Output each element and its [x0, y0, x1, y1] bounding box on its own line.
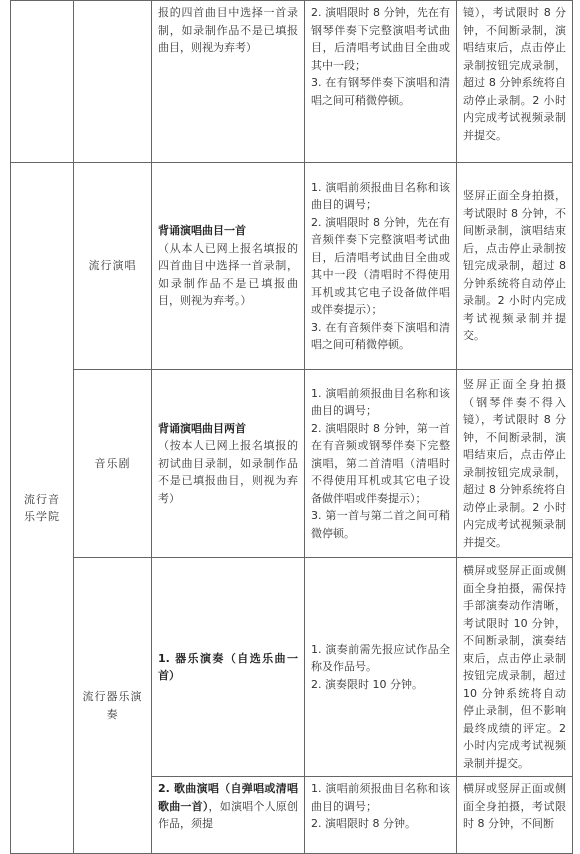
recording-cell — [457, 163, 573, 370]
recording-cell — [457, 370, 573, 558]
subject-cell-empty — [74, 1, 152, 163]
content-cell — [152, 163, 305, 370]
content-text: 报的四首曲目中选择一首录制，如录制作品不是已填报曲目，则视为弃考） — [158, 6, 298, 54]
content-title: 1. 器乐演奏（自选乐曲一首） — [158, 651, 298, 682]
exam-requirements-table — [10, 0, 573, 854]
recording-text: 竖屏正面全身拍摄，考试限时 8 分钟，不间断录制，演唱结束后，点击停止录制按钮完成录制，超过 8 分钟系统将自动停止录制。2 小时内完成考试视频录制并提交。 — [463, 189, 566, 343]
content-cell — [152, 370, 305, 558]
recording-text: 横屏或竖屏正面或侧面全身拍摄，考试限时 8 分钟，不间断 — [463, 782, 566, 830]
college-cell-empty — [11, 1, 74, 163]
table-row — [11, 1, 573, 163]
subject-name: 流行演唱 — [88, 259, 137, 273]
requirements-cell — [305, 163, 457, 370]
requirements-cell — [305, 558, 457, 777]
content-note: （从本人已网上报名填报的四首曲目中选择一首录制，如录制作品不是已填报曲目，则视为弃考。） — [158, 241, 298, 308]
requirement-item: 2. 演唱限时 8 分钟，先在有音频伴奏下完整演唱考试曲目，后清唱考试曲目全曲或其中一段（清唱时不得使用耳机或其它电子设备做伴唱或伴奏提示）； — [311, 215, 450, 316]
requirement-item: 1. 演唱前须报曲目名称和该曲目的调号； — [311, 782, 450, 813]
requirements-cell — [305, 777, 457, 854]
requirement-item: 1. 演唱前须报曲目名称和该曲目的调号； — [311, 180, 450, 211]
content-cell — [152, 1, 305, 163]
requirement-item: 3. 第一首与第二首之间可稍微停顿。 — [311, 509, 450, 540]
content-cell — [152, 777, 305, 854]
requirement-item: 3. 在有钢琴伴奏下演唱和清唱之间可稍微停顿。 — [311, 76, 450, 107]
recording-text: 横屏或竖屏正面或侧面全身拍摄，需保持手部演奏动作清晰，考试限时 10 分钟，不间断录制，演奏结束后，点击停止录制按钮完成录制，超过 10 分钟系统将自动停止录制，但不影响最终成绩的评定。2 小时内完成考试视频录制并提交。 — [463, 564, 566, 770]
college-cell — [11, 163, 74, 854]
subject-cell — [74, 163, 152, 370]
requirement-item: 2. 演唱限时 8 分钟。 — [311, 817, 416, 830]
recording-cell — [457, 777, 573, 854]
content-title: 2. 歌曲演唱（自弹唱或清唱歌曲一首） — [158, 782, 298, 813]
college-name: 流行音乐学院 — [24, 492, 60, 523]
table-row — [11, 558, 573, 777]
subject-name: 音乐剧 — [94, 456, 131, 470]
content-title: 背诵演唱曲目两首 — [158, 421, 246, 435]
content-title: 背诵演唱曲目一首 — [158, 224, 246, 238]
requirement-item: 1. 演奏前需先报应试作品全称及作品号。 — [311, 642, 450, 674]
requirement-item: 2. 演唱限时 8 分钟，先在有钢琴伴奏下完整演唱考试曲目，后清唱考试曲目全曲或其中一段； — [311, 6, 450, 72]
recording-cell — [457, 1, 573, 163]
recording-cell — [457, 558, 573, 777]
subject-cell — [74, 558, 152, 854]
requirement-item: 2. 演奏限时 10 分钟。 — [311, 677, 423, 691]
requirements-cell — [305, 1, 457, 163]
subject-cell — [74, 370, 152, 558]
table-row — [11, 370, 573, 558]
requirements-cell — [305, 370, 457, 558]
requirement-item: 1. 演唱前须报曲目名称和该曲目的调号； — [311, 386, 450, 418]
content-note: （按本人已网上报名填报的初试曲目录制，如录制作品不是已填报曲目，则视为弃考） — [158, 439, 298, 505]
recording-text: 镜），考试限时 8 分钟，不间断录制，演唱结束后，点击停止录制按钮完成录制，超过 8 分钟系统将自动停止录制。2 小时内完成考试视频录制并提交。 — [463, 6, 566, 142]
requirement-item: 2. 演唱限时 8 分钟，第一首在有音频或钢琴伴奏下完整演唱，第二首清唱（清唱时不得使用耳机或其它电子设备做伴唱或伴奏提示）； — [311, 421, 450, 505]
table-row — [11, 163, 573, 370]
subject-name: 流行器乐演奏 — [82, 690, 143, 721]
content-note: ，如演唱个人原创作品，须提 — [158, 799, 299, 830]
recording-text: 竖屏正面全身拍摄（钢琴伴奏不得入镜），考试限时 8 分钟，不间断录制，演唱结束后，点击停止录制按钮完成录制，超过 8 分钟系统将自动停止录制。2 小时内完成考试视频录制并提交。 — [463, 378, 566, 549]
content-cell — [152, 558, 305, 777]
requirement-item: 3. 在有音频伴奏下演唱和清唱之间可稍微停顿。 — [311, 320, 450, 351]
